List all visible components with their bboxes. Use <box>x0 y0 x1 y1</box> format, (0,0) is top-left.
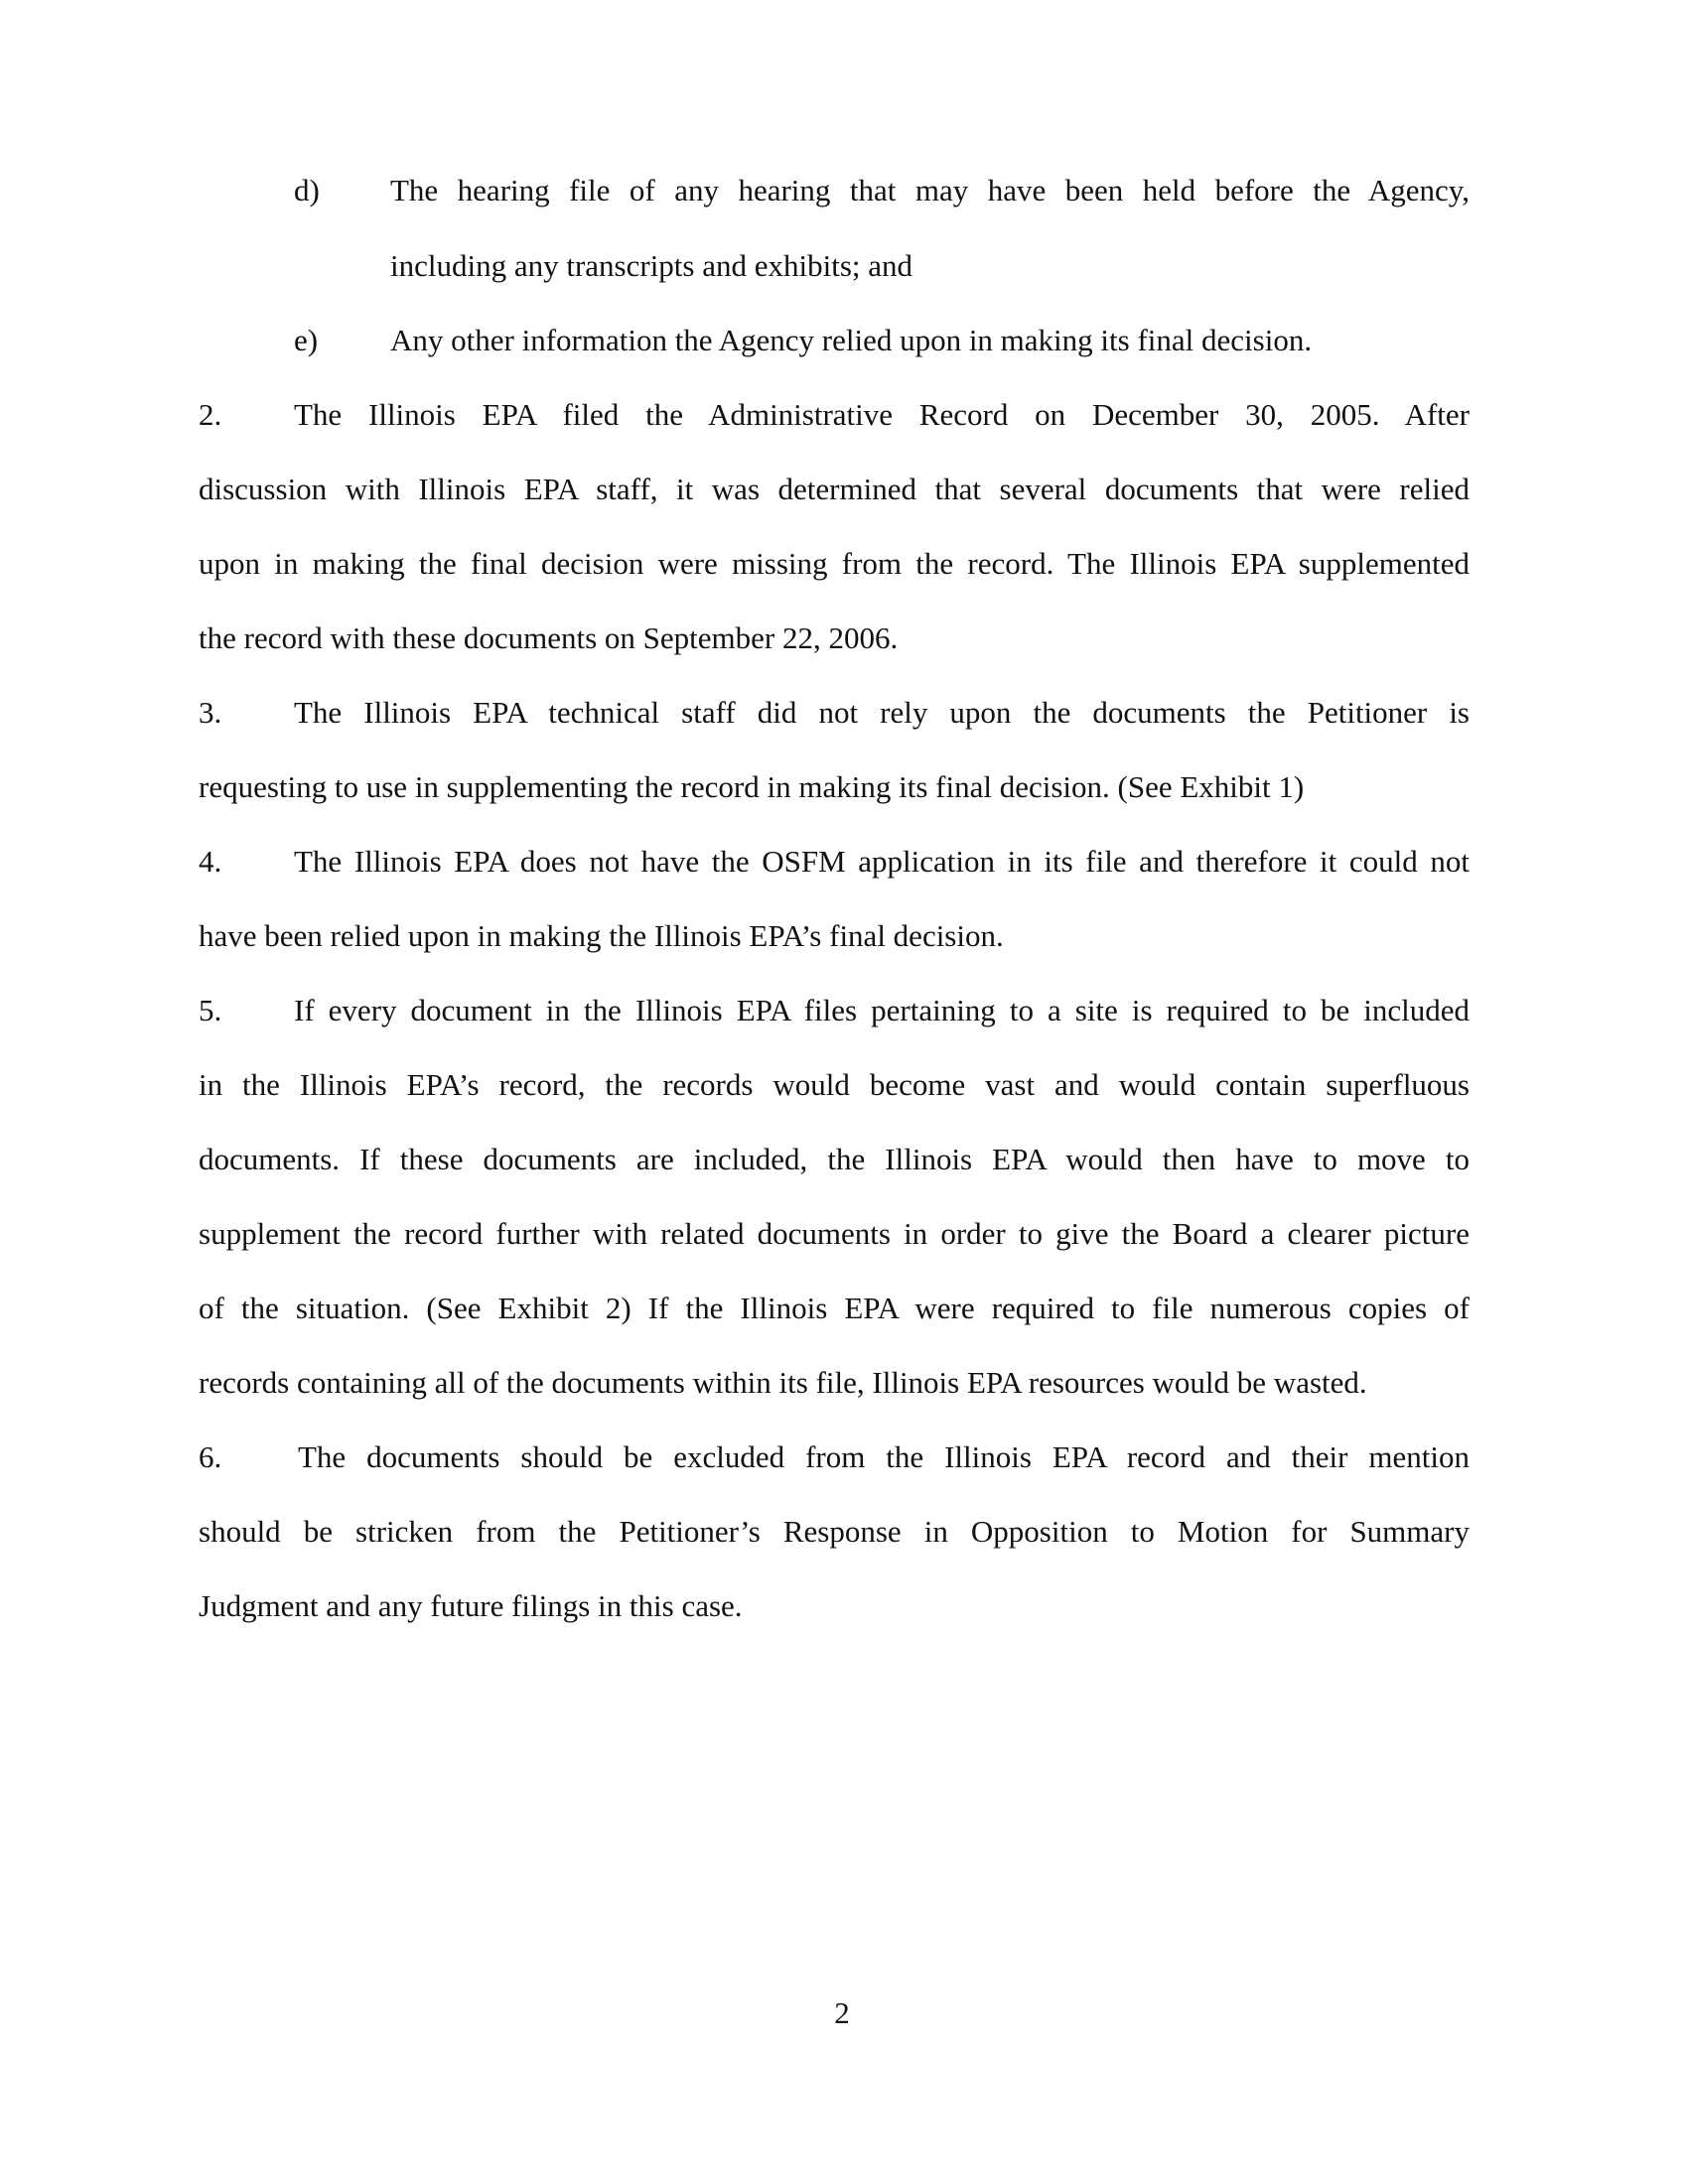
paragraph-4-line-2: have been relied upon in making the Illinois EPA’s final decision. <box>199 918 1004 953</box>
item-d-line-1: The hearing file of any hearing that may have been held before the Agency, <box>390 173 1470 207</box>
item-d-marker: d) <box>294 173 320 207</box>
paragraph-2-first-line: The Illinois EPA filed the Administrative Record on December 30, 2005. After <box>294 397 1470 432</box>
paragraph-5-first-line: If every document in the Illinois EPA files pertaining to a site is required to be included <box>294 993 1470 1027</box>
paragraph-5-line-6: records containing all of the documents within its file, Illinois EPA resources would be wasted. <box>199 1365 1367 1400</box>
paragraph-5-line-2: in the Illinois EPA’s record, the records would become vast and would contain superfluous <box>199 1067 1470 1102</box>
paragraph-2-line-3: upon in making the final decision were missing from the record. The Illinois EPA supplemented <box>199 546 1470 581</box>
page-number: 2 <box>834 1995 850 2030</box>
paragraph-2-line-2: discussion with Illinois EPA staff, it was determined that several documents that were relied <box>199 472 1470 506</box>
item-d-line-2: including any transcripts and exhibits; and <box>390 248 913 283</box>
paragraph-6-number: 6. <box>199 1439 222 1474</box>
paragraph-4-number: 4. <box>199 844 222 879</box>
paragraph-5-line-5: of the situation. (See Exhibit 2) If the Illinois EPA were required to file numerous copies of <box>199 1291 1470 1325</box>
paragraph-5-line-4: supplement the record further with related documents in order to give the Board a clearer picture <box>199 1216 1470 1251</box>
paragraph-2-line-4: the record with these documents on September 22, 2006. <box>199 620 899 655</box>
paragraph-6-line-3: Judgment and any future filings in this case. <box>199 1588 743 1623</box>
paragraph-3-line-2: requesting to use in supplementing the record in making its final decision. (See Exhibit 1) <box>199 769 1305 804</box>
item-e-line-1: Any other information the Agency relied upon in making its final decision. <box>390 323 1313 357</box>
paragraph-6-line-2: should be stricken from the Petitioner’s Response in Opposition to Motion for Summary <box>199 1514 1470 1549</box>
paragraph-2-number: 2. <box>199 397 222 432</box>
paragraph-3-number: 3. <box>199 695 222 730</box>
item-e-marker: e) <box>294 323 319 357</box>
paragraph-4-first-line: The Illinois EPA does not have the OSFM application in its file and therefore it could not <box>294 844 1470 879</box>
paragraph-6-first-line: The documents should be excluded from the Illinois EPA record and their mention <box>298 1439 1470 1474</box>
paragraph-5-number: 5. <box>199 993 222 1027</box>
paragraph-5-line-3: documents. If these documents are included, the Illinois EPA would then have to move to <box>199 1142 1470 1176</box>
paragraph-3-first-line: The Illinois EPA technical staff did not rely upon the documents the Petitioner is <box>294 695 1470 730</box>
